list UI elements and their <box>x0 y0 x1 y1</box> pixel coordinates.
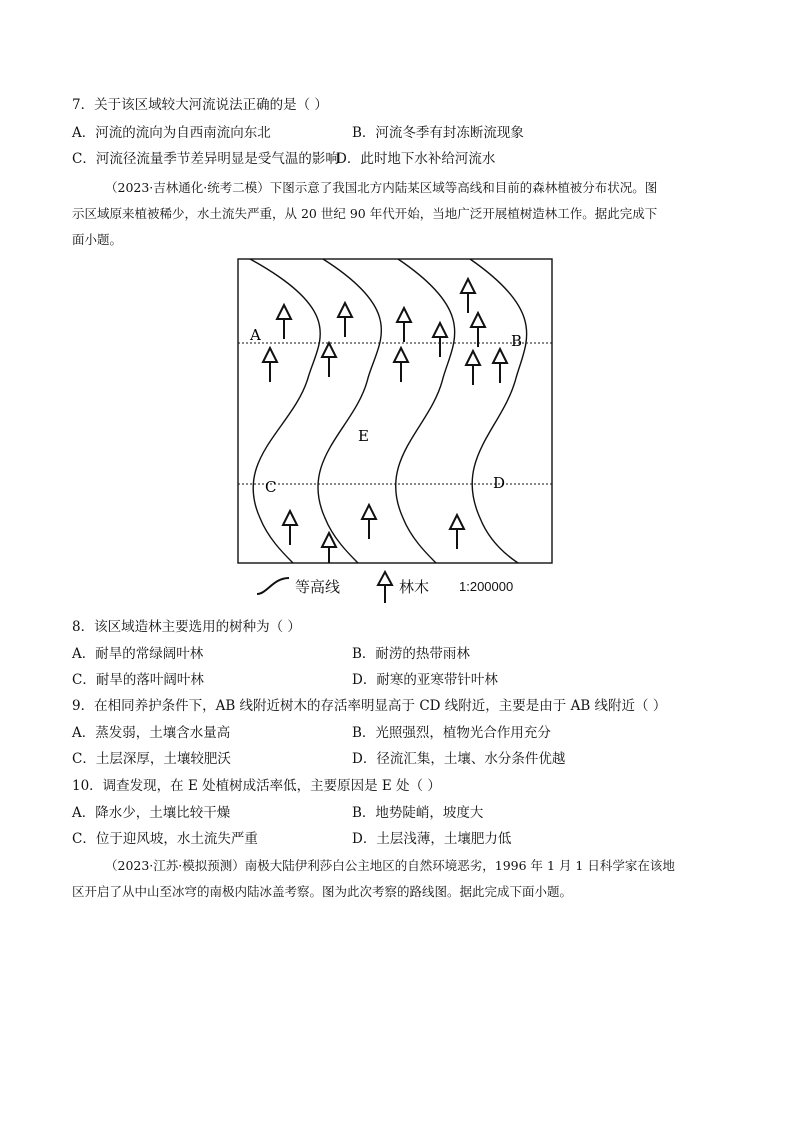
tree-arrow-icon <box>493 349 507 383</box>
tree-arrow-icon <box>322 533 336 563</box>
q8-option-a: A．耐旱的常绿阔叶林 <box>72 646 204 662</box>
intro1-line2: 示区域原来植被稀少，水土流失严重，从 20 世纪 90 年代开始，当地广泛开展植树造林工作。据此完成下 <box>72 206 658 221</box>
legend-tree-label: 林木 <box>399 578 430 596</box>
label-a: A <box>250 326 261 344</box>
map-scale: 1:200000 <box>459 579 514 594</box>
tree-arrow-icon <box>394 348 408 382</box>
q7-option-c: C．河流径流量季节差异明显是受气温的影响 <box>72 151 339 167</box>
q7-option-d: D．此时地下水补给河流水 <box>336 151 496 167</box>
contour-line-3 <box>396 259 455 563</box>
q8-option-d: D．耐寒的亚寒带针叶林 <box>352 672 498 688</box>
map-canvas <box>228 253 558 568</box>
q10-option-d: D．土层浅薄，土壤肥力低 <box>352 831 512 847</box>
intro1-line3: 面小题。 <box>72 232 123 247</box>
tree-arrow-icon <box>471 313 485 347</box>
contour-line-4 <box>470 259 527 563</box>
q9-option-b: B．光照强烈，植物光合作用充分 <box>352 725 551 741</box>
q10-option-a: A．降水少，土壤比较干燥 <box>72 805 231 821</box>
q9-option-c: C．土层深厚，土壤较肥沃 <box>72 751 231 767</box>
label-b: B <box>511 332 523 350</box>
contour-line-1 <box>250 259 320 563</box>
tree-arrow-icon <box>461 279 475 313</box>
intro2-line1: （2023·江苏·模拟预测）南极大陆伊利莎白公主地区的自然环境恶劣，1996 年 1 月 1 日科学家在该地 <box>105 858 675 873</box>
tree-arrow-icon <box>322 343 336 377</box>
tree-arrow-icon <box>375 570 395 604</box>
legend-contour-label: 等高线 <box>295 578 341 596</box>
label-e: E <box>358 427 369 445</box>
q8-stem: 8．该区域造林主要选用的树种为（ ） <box>72 619 301 635</box>
label-c: C <box>265 478 277 496</box>
q10-option-c: C．位于迎风坡，水土流失严重 <box>72 831 258 847</box>
tree-arrow-icon <box>277 305 291 339</box>
q9-option-a: A．蒸发弱，土壤含水量高 <box>72 725 231 741</box>
tree-arrow-icon <box>397 308 411 342</box>
tree-arrow-icon <box>466 351 480 385</box>
tree-arrow-icon <box>263 348 277 382</box>
q7-option-b: B．河流冬季有封冻断流现象 <box>352 125 524 141</box>
trees <box>263 279 507 563</box>
map-frame <box>238 259 552 563</box>
q10-stem: 10．调查发现，在 E 处植树成活率低，主要原因是 E 处（ ） <box>72 778 441 794</box>
label-d: D <box>493 474 506 492</box>
intro2-line2: 区开启了从中山至冰穹的南极内陆冰盖考察。图为此次考察的路线图。据此完成下面小题。 <box>72 884 573 899</box>
q9-option-d: D．径流汇集，土壤、水分条件优越 <box>352 751 566 767</box>
contour-line-icon <box>255 574 291 598</box>
intro1-line1: （2023·吉林通化·统考二模）下图示意了我国北方内陆某区域等高线和目前的森林植被分布状况。图 <box>105 180 658 195</box>
q8-option-c: C．耐旱的落叶阔叶林 <box>72 672 204 688</box>
q10-option-b: B．地势陡峭，坡度大 <box>352 805 484 821</box>
contour-forest-map <box>228 253 558 568</box>
tree-arrow-icon <box>433 323 447 357</box>
q7-option-a: A．河流的流向为自西南流向东北 <box>72 125 271 141</box>
tree-arrow-icon <box>450 515 464 549</box>
q9-stem: 9．在相同养护条件下，AB 线附近树木的存活率明显高于 CD 线附近，主要是由于 AB 线附近（ ） <box>72 698 667 714</box>
q8-option-b: B．耐涝的热带雨林 <box>352 646 470 662</box>
tree-arrow-icon <box>283 511 297 545</box>
tree-arrow-icon <box>362 505 376 539</box>
tree-arrow-icon <box>338 303 352 337</box>
q7-stem: 7．关于该区域较大河流说法正确的是（ ） <box>72 97 328 113</box>
